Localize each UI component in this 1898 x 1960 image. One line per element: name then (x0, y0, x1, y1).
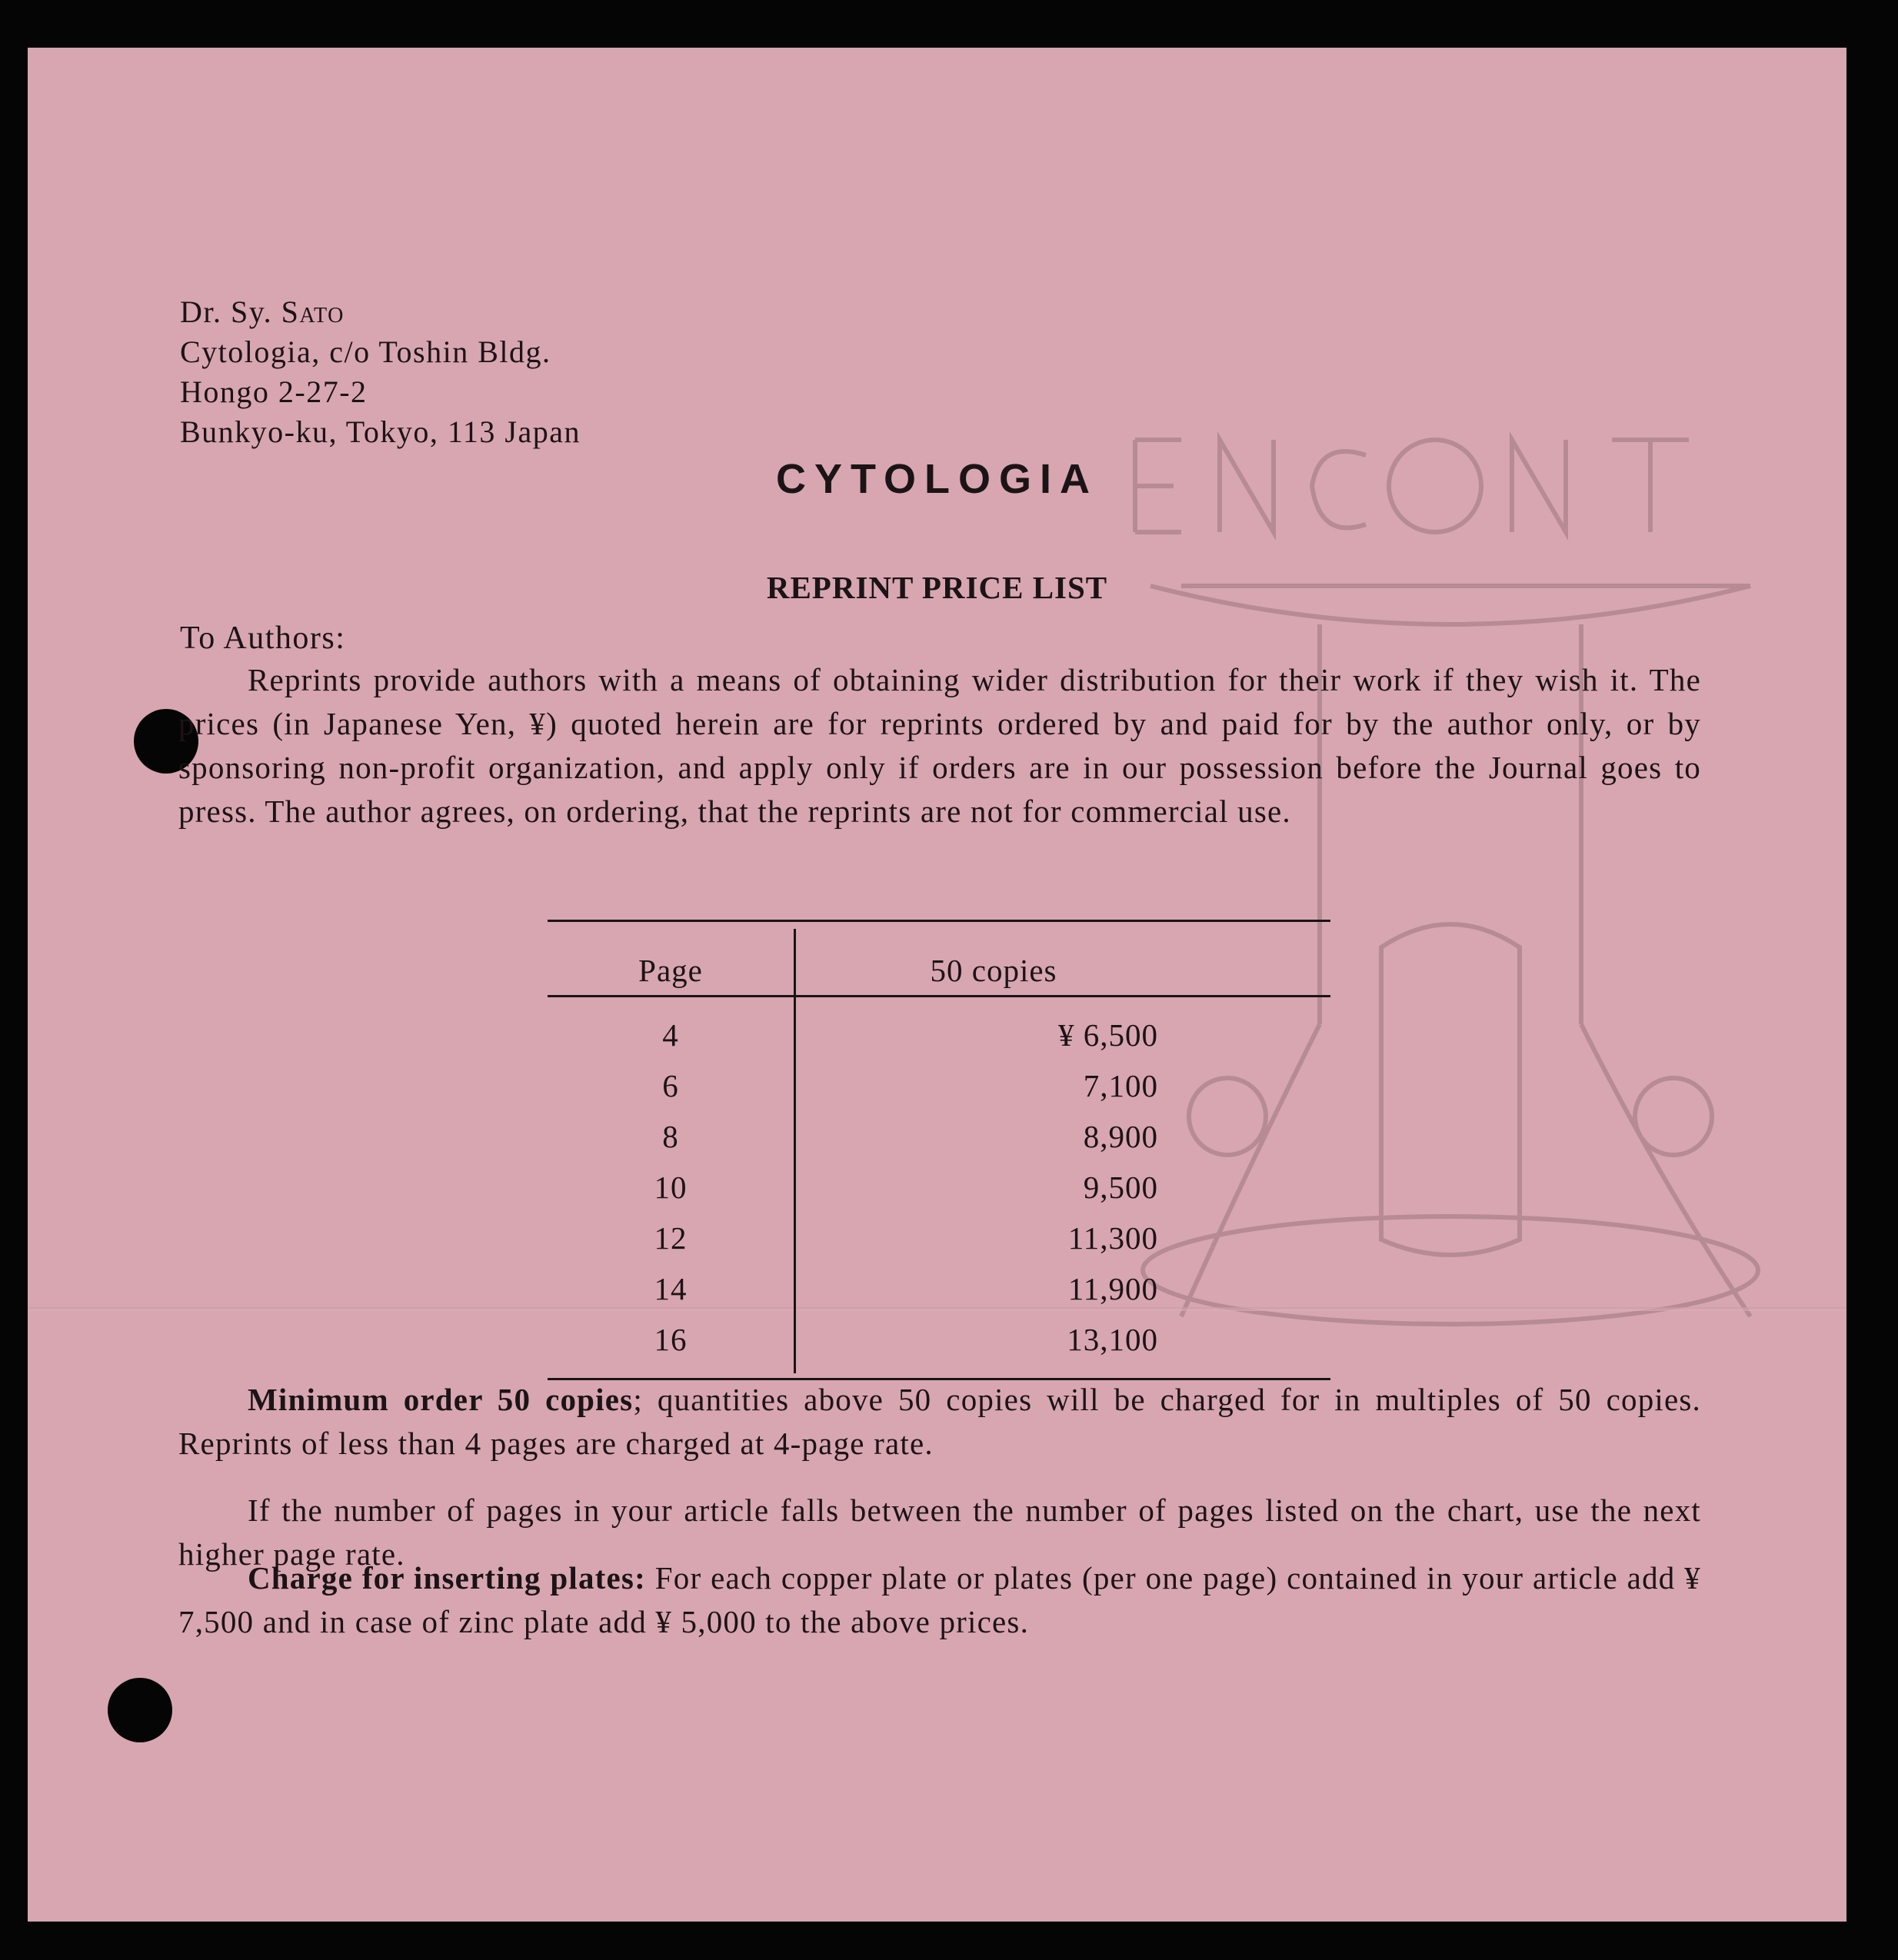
page-rate-paragraph: If the number of pages in your article falls between the number of pages listed on the chart, use the next higher page rate. (178, 1492, 1701, 1572)
row-price: 9,500 (1083, 1170, 1158, 1205)
minimum-order-text: ; quantities above 50 copies will be charged for in multiples of 50 copies. Reprints of less than 4 pages are charged at 4-page rate. (178, 1382, 1701, 1461)
salutation: To Authors: (180, 621, 346, 656)
table-row (548, 1118, 1330, 1169)
address-line-street: Hongo 2-27-2 (180, 374, 368, 409)
plates-label: Charge for inserting plates: (248, 1560, 646, 1596)
row-page: 14 (654, 1271, 688, 1306)
address-line-name (180, 292, 581, 332)
table-header-page: Page (638, 953, 703, 988)
table-header-copies: 50 copies (930, 953, 1057, 988)
address-line-org: Cytologia, c/o Toshin Bldg. (180, 334, 551, 369)
table-row (548, 1321, 1330, 1372)
table-row (548, 1017, 1330, 1067)
row-page: 12 (654, 1220, 688, 1256)
row-page: 4 (662, 1017, 679, 1053)
table-top-rule (548, 920, 1330, 922)
address-line-city: Bunkyo-ku, Tokyo, 113 Japan (180, 414, 581, 449)
journal-title: CYTOLOGIA (775, 456, 1099, 502)
row-page: 8 (662, 1119, 679, 1154)
address-surname: Sato (281, 294, 345, 329)
row-price: 8,900 (1083, 1119, 1158, 1154)
plates-text: For each copper plate or plates (per one page) contained in your article add ¥ 7,500 and in case of zinc plate add ¥ 5,000 to the above prices. (178, 1560, 1702, 1639)
plates-paragraph (178, 1556, 1701, 1644)
minimum-order-label: Minimum order 50 copies (248, 1382, 634, 1417)
intro-paragraph: Reprints provide authors with a means of obtaining wider distribution for their work if they wish it. The prices (in Japanese Yen, ¥) quoted herein are for reprints ordered by and paid for by the author only, or by sponsoring non-profit organization, and apply only if orders are in our possession before the Journal goes to press. The author agrees, on ordering, that the reprints are not for commercial use. (178, 662, 1701, 829)
sender-address (180, 292, 581, 452)
document-subtitle: REPRINT PRICE LIST (766, 570, 1108, 605)
table-row (548, 1270, 1330, 1321)
row-price: 13,100 (1067, 1322, 1158, 1357)
punch-hole-icon (108, 1678, 172, 1742)
row-price: 11,300 (1067, 1220, 1158, 1256)
row-price: ¥ 6,500 (1058, 1017, 1158, 1053)
row-page: 16 (654, 1322, 688, 1357)
table-row (548, 1067, 1330, 1118)
row-price: 7,100 (1083, 1068, 1158, 1103)
table-header-rule (548, 995, 1330, 997)
row-page: 6 (662, 1068, 679, 1103)
address-prefix: Dr. Sy. (180, 294, 281, 329)
row-price: 11,900 (1067, 1271, 1158, 1306)
row-page: 10 (654, 1170, 688, 1205)
table-row (548, 1169, 1330, 1220)
minimum-order-paragraph (178, 1378, 1701, 1466)
price-table (548, 920, 1330, 1381)
document-page (28, 48, 1846, 1922)
table-row (548, 1220, 1330, 1270)
